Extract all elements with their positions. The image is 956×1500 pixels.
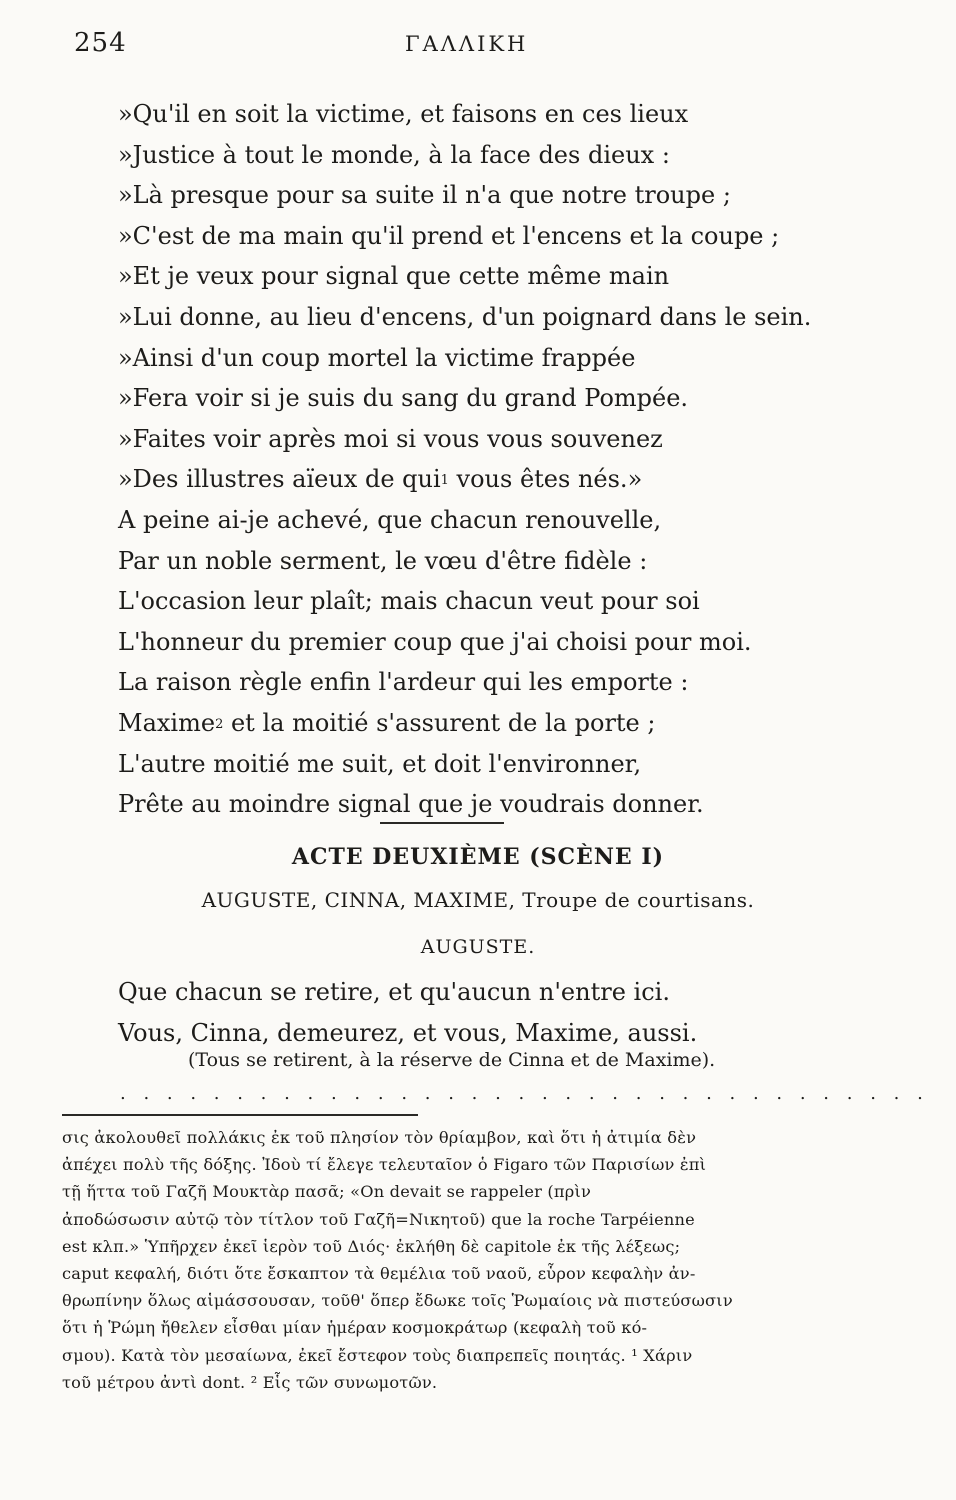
verse-line: Prête au moindre signal que je voudrais donner. (118, 790, 704, 819)
verse-line: »Là presque pour sa suite il n'a que notre troupe ; (118, 181, 731, 210)
footnote-mark-2: 2 (215, 716, 224, 732)
footnote-line: θρωπίνην ὅλως αἱμάσσουσαν, τοῦθ' ὅπερ ἔδωκε τοῖς Ῥωμαίοις νὰ πιστεύσωσιν (62, 1291, 733, 1311)
footnote-line: τοῦ μέτρου ἀντὶ dont. ² Εἷς τῶν συνωμοτῶν. (62, 1372, 438, 1392)
footnote-line: τῇ ἥττα τοῦ Γαζῆ Μουκτὰρ πασᾶ; «On devait se rappeler (πρὶν (62, 1182, 592, 1202)
verse-block-scene (118, 972, 818, 1053)
verse-text: Maxime (118, 708, 216, 737)
cast-list: AUGUSTE, CINNA, MAXIME, Troupe de courtisans. (201, 888, 755, 912)
footnote-line: ὅτι ἡ Ῥώμη ἤθελεν εἶσθαι μίαν ἡμέραν κοσμοκράτωρ (κεφαλὴ τοῦ κό- (62, 1318, 648, 1338)
act-heading: ACTE DEUXIÈME (SCÈNE I) (291, 844, 665, 870)
verse-line: L'honneur du premier coup que j'ai choisi pour moi. (118, 627, 752, 656)
verse-text: »Des illustres aïeux de qui (118, 465, 441, 494)
footnote-divider (62, 1114, 418, 1116)
footnote-line: σμου). Κατὰ τὸν μεσαίωνα, ἐκεῖ ἔστεφον τοὺς διαπρεπεῖς ποιητάς. ¹ Χάριν (62, 1345, 693, 1365)
verse-block-narration (118, 94, 818, 825)
footnote-mark-1: 1 (440, 473, 449, 489)
footnote-line: ἀποδώσωσιν αὐτῷ τὸν τίτλον τοῦ Γαζῆ=Νικητοῦ) que la roche Tarpéienne (62, 1209, 695, 1229)
verse-text-rest: vous êtes nés.» (448, 465, 643, 494)
footnote-line: σις ἀκολουθεῖ πολλάκις ἐκ τοῦ πλησίον τὸν θρίαμβον, καὶ ὅτι ἡ ἀτιμία δὲν (62, 1128, 697, 1147)
verse-text-rest: et la moitié s'assurent de la porte ; (223, 708, 656, 737)
ellipsis-dots: . . . . . . . . . . . . . . . . . . . . . . . . . . . . . . . . . . . (120, 1083, 929, 1104)
verse-line: »Faites voir après moi si vous vous souvenez (118, 424, 663, 453)
verse-line: »C'est de ma main qu'il prend et l'encens et la coupe ; (118, 221, 780, 250)
verse-line-with-note (118, 459, 818, 500)
verse-line: »Ainsi d'un coup mortel la victime frappée (118, 343, 636, 372)
verse-line: »Fera voir si je suis du sang du grand Pompée. (118, 384, 689, 413)
stage-direction: (Tous se retirent, à la réserve de Cinna et de Maxime). (188, 1049, 716, 1071)
footnote-line: caput κεφαλή, διότι ὅτε ἔσκαπτον τὰ θεμέλια τοῦ ναοῦ, εὗρον κεφαλὴν ἀν- (62, 1264, 696, 1284)
verse-line: Vous, Cinna, demeurez, et vous, Maxime, aussi. (118, 1018, 698, 1047)
verse-line: »Justice à tout le monde, à la face des dieux : (118, 140, 670, 169)
running-head: ΓΑΛΛΙΚΗ (405, 32, 529, 56)
speaker-name: AUGUSTE. (420, 936, 536, 958)
verse-line: »Qu'il en soit la victime, et faisons en ces lieux (118, 100, 689, 128)
verse-line: La raison règle enfin l'ardeur qui les emporte : (118, 668, 689, 697)
verse-line: L'autre moitié me suit, et doit l'environner, (118, 749, 642, 778)
page-number: 254 (74, 28, 127, 58)
footnote-line: ἀπέχει πολὺ τῆς δόξης. Ἰδοὺ τί ἔλεγε τελευταῖον ὁ Figaro τῶν Παρισίων ἐπὶ (62, 1155, 707, 1175)
footnote-line: est κλπ.» Ὑπῆρχεν ἐκεῖ ἱερὸν τοῦ Διός· ἐκλήθη δὲ capitole ἐκ τῆς λέξεως; (62, 1236, 681, 1256)
footnote-block (62, 1124, 828, 1396)
verse-line: L'occasion leur plaît; mais chacun veut pour soi (118, 587, 700, 616)
section-divider (380, 822, 504, 824)
verse-line: Par un noble serment, le vœu d'être fidèle : (118, 546, 648, 575)
verse-line: A peine ai-je achevé, que chacun renouvelle, (118, 505, 662, 534)
verse-line: Que chacun se retire, et qu'aucun n'entre ici. (118, 978, 670, 1006)
verse-line: »Lui donne, au lieu d'encens, d'un poignard dans le sein. (118, 302, 812, 331)
verse-line: »Et je veux pour signal que cette même main (118, 262, 670, 291)
verse-line-with-note (118, 703, 818, 744)
